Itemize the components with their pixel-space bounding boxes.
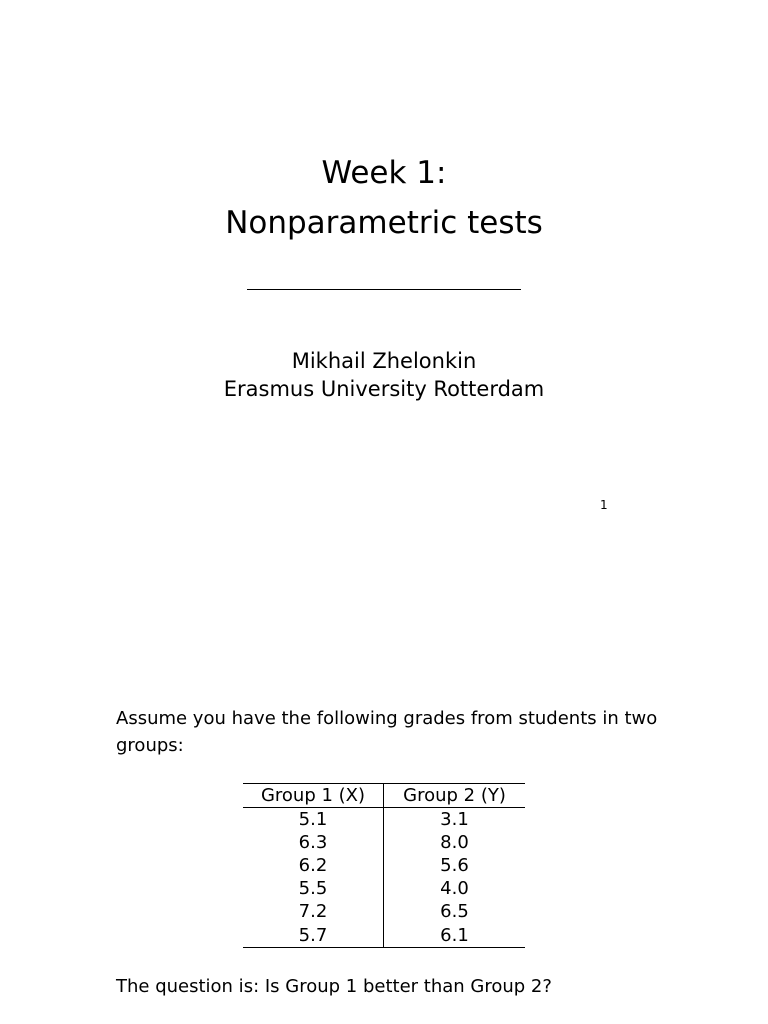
table-row [243, 923, 525, 948]
table-header-row [243, 784, 525, 808]
table-cell-group-1: 6.2 [243, 854, 384, 877]
table-cell-group-2: 5.6 [440, 855, 469, 876]
slide-title-topic: Nonparametric tests [225, 205, 543, 241]
slide-title-week: Week 1: [321, 155, 447, 191]
table-cell-group-2: 6.5 [440, 901, 469, 922]
table-row [243, 831, 525, 854]
table-cell-group-1: 6.3 [243, 831, 384, 854]
intro-paragraph: Assume you have the following grades from students in two groups: [116, 708, 658, 756]
title-divider [247, 289, 521, 290]
table-row [243, 854, 525, 877]
table-cell-group-2: 3.1 [440, 809, 469, 830]
table-cell-group-1: 7.2 [243, 900, 384, 923]
table-row [243, 808, 525, 832]
table-cell-group-2: 6.1 [384, 923, 526, 948]
table-cell-group-2: 4.0 [440, 878, 469, 899]
page-number: 1 [600, 498, 608, 512]
content-slide [0, 530, 768, 1024]
table-header-group-1: Group 1 (X) [243, 784, 384, 808]
grades-table [243, 783, 525, 948]
author-affiliation: Erasmus University Rotterdam [223, 377, 545, 401]
table-row [243, 900, 525, 923]
table-cell-group-2: 8.0 [440, 832, 469, 853]
table-cell-group-1: 5.5 [243, 877, 384, 900]
table-header-group-2: Group 2 (Y) [403, 785, 506, 806]
author-name: Mikhail Zhelonkin [291, 349, 477, 373]
table-cell-group-1: 5.1 [243, 808, 384, 832]
question-paragraph: The question is: Is Group 1 better than Group 2? [116, 976, 552, 997]
table-row [243, 877, 525, 900]
table-cell-group-1: 5.7 [243, 923, 384, 948]
